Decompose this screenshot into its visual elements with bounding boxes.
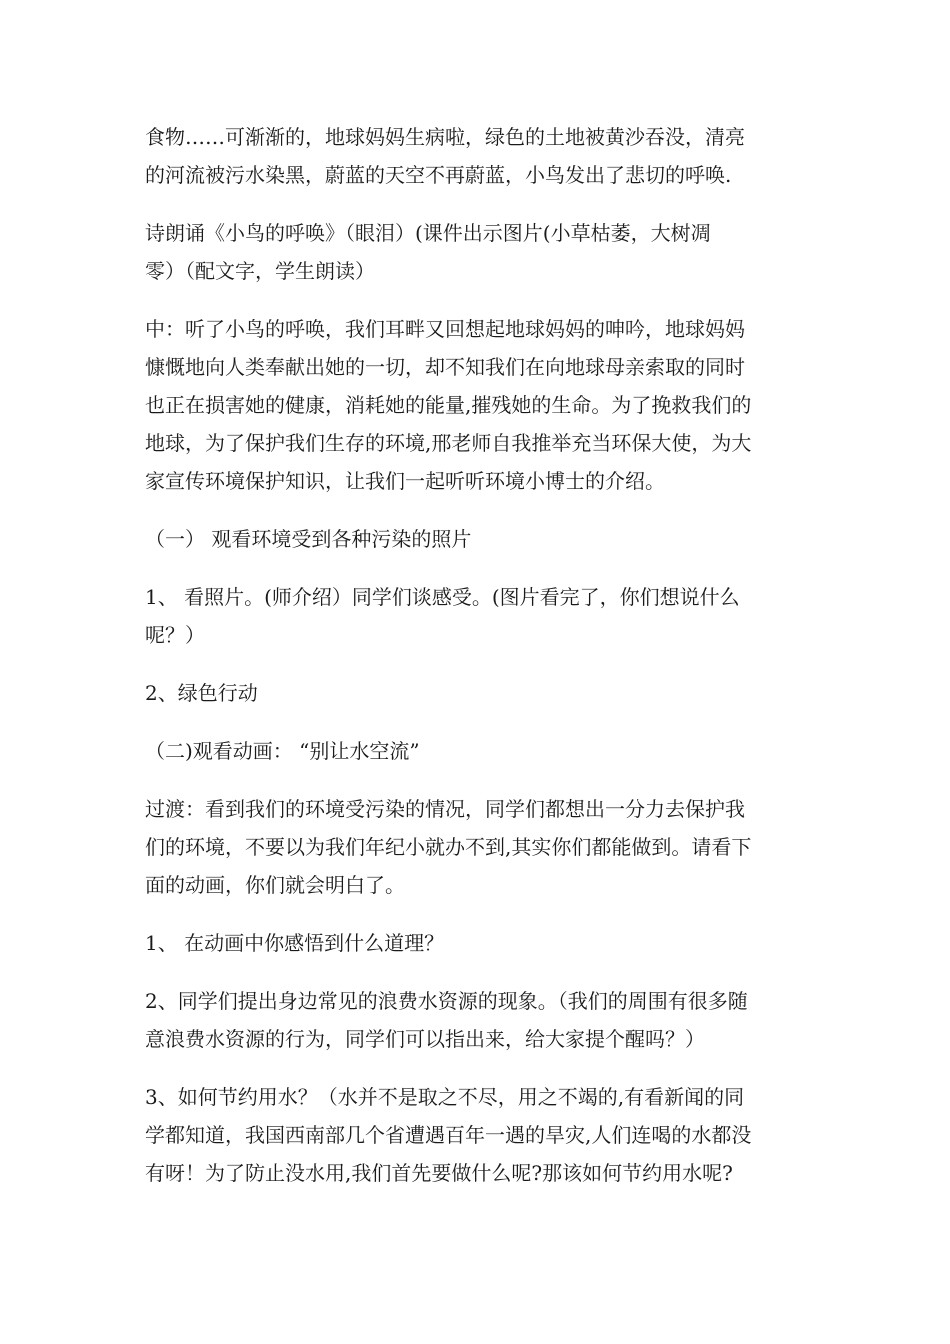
text-line: 过渡：看到我们的环境受污染的情况，同学们都想出一分力去保护我 (145, 797, 745, 821)
text-line: 慷慨地向人类奉献出她的一切，却不知我们在向地球母亲索取的同时 (145, 355, 745, 379)
text-line: 1、 在动画中你感悟到什么道理？ (145, 931, 445, 955)
text-line: 也正在损害她的健康，消耗她的能量,摧残她的生命。为了挽救我们的 (145, 393, 752, 417)
text-line: 中：听了小鸟的呼唤，我们耳畔又回想起地球妈妈的呻吟，地球妈妈 (145, 317, 745, 341)
paragraph-eco-ambassador (145, 310, 810, 500)
text-line: 诗朗诵《小鸟的呼唤》（眼泪）(课件出示图片(小草枯萎，大树凋 (145, 221, 711, 245)
text-line: 的河流被污水染黑，蔚蓝的天空不再蔚蓝，小鸟发出了悲切的呼唤. (145, 163, 732, 187)
text-line: 1、 看照片。(师介绍）同学们谈感受。(图片看完了，你们想说什么 (145, 585, 740, 609)
list-item-animation-lesson (145, 924, 810, 962)
text-line: 2、绿色行动 (145, 681, 258, 705)
document-body (145, 118, 810, 1212)
section-heading-animation (145, 732, 810, 770)
section-heading-pollution-photos (145, 520, 810, 558)
paragraph-earth-sick (145, 118, 810, 194)
text-line: 地球，为了保护我们生存的环境,邢老师自我推举充当环保大使，为大 (145, 431, 752, 455)
text-line: 3、如何节约用水？（水并不是取之不尽，用之不竭的,有看新闻的同 (145, 1085, 745, 1109)
text-line: （二)观看动画： “别让水空流” (145, 739, 420, 763)
text-line: 们的环境，不要以为我们年纪小就办不到,其实你们都能做到。请看下 (145, 835, 752, 859)
text-line: 学都知道，我国西南部几个省遭遇百年一遇的旱灾,人们连喝的水都没 (145, 1123, 752, 1147)
text-line: （一） 观看环境受到各种污染的照片 (145, 527, 472, 551)
list-item-view-photos (145, 578, 810, 654)
paragraph-transition (145, 790, 810, 904)
text-line: 2、同学们提出身边常见的浪费水资源的现象。（我们的周围有很多随 (145, 989, 748, 1013)
text-line: 呢？） (145, 623, 205, 647)
text-line: 家宣传环境保护知识，让我们一起听听环境小博士的介绍。 (145, 469, 665, 493)
list-item-green-action (145, 674, 810, 712)
paragraph-poem-recital (145, 214, 810, 290)
text-line: 意浪费水资源的行为，同学们可以指出来，给大家提个醒吗？） (145, 1027, 705, 1051)
text-line: 食物……可渐渐的，地球妈妈生病啦，绿色的土地被黄沙吞没，清亮 (145, 125, 745, 149)
text-line: 零）（配文字，学生朗读） (145, 259, 375, 283)
list-item-water-waste (145, 982, 810, 1058)
list-item-save-water (145, 1078, 810, 1192)
text-line: 面的动画，你们就会明白了。 (145, 873, 405, 897)
text-line: 有呀！为了防止没水用,我们首先要做什么呢?那该如何节约用水呢? (145, 1161, 733, 1185)
